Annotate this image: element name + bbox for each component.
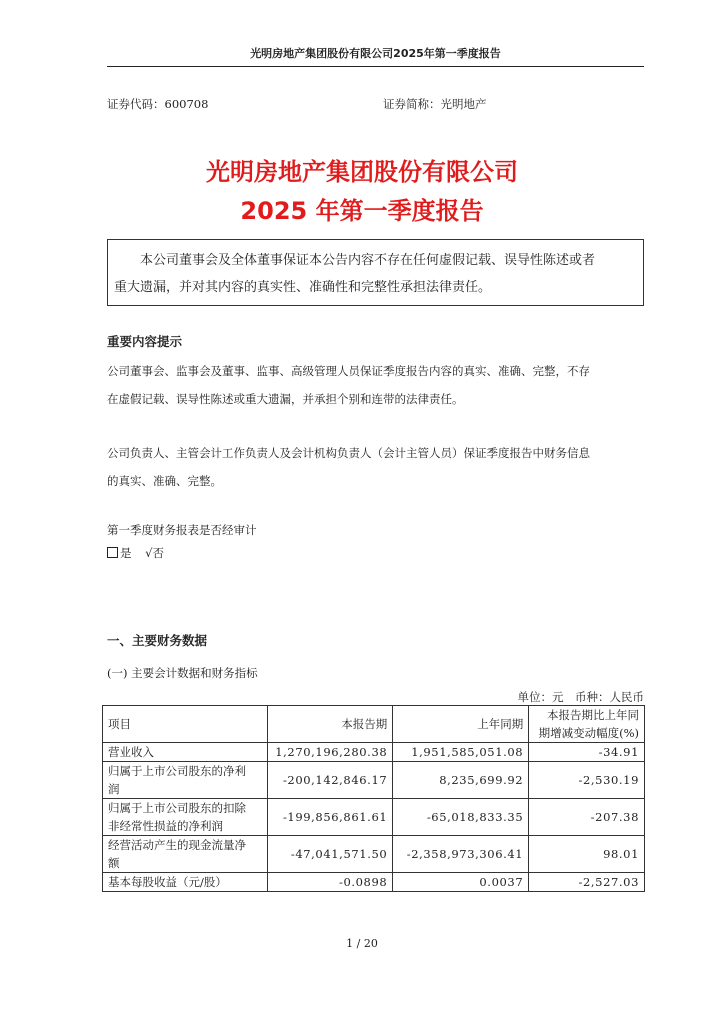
running-header: 光明房地产集团股份有限公司2025年第一季度报告 [250, 47, 501, 60]
header-prior-period: 上年同期 [393, 706, 529, 743]
stock-code: 证券代码：600708 [107, 97, 209, 111]
notice-para2-line1: 公司负责人、主管会计工作负责人及会计机构负责人（会计主管人员）保证季度报告中财务信息 [107, 446, 590, 460]
stock-abbreviation: 证券简称：光明地产 [383, 97, 487, 111]
checkbox-icon [107, 547, 118, 558]
row-prior: -65,018,833.35 [393, 799, 529, 836]
audit-question: 第一季度财务报表是否经审计 [107, 523, 257, 537]
table-header-row [103, 706, 645, 743]
row-item-label: 基本每股收益（元/股） [108, 875, 227, 889]
notice-paragraph-1 [107, 357, 647, 413]
row-prior: 0.0037 [393, 873, 529, 892]
row-current: -0.0898 [268, 873, 393, 892]
row-change: 98.01 [529, 836, 645, 873]
row-change: -34.91 [529, 743, 645, 762]
table-row [103, 836, 645, 873]
row-item [103, 743, 268, 762]
row-current: 1,270,196,280.38 [268, 743, 393, 762]
row-item-label: 经营活动产生的现金流量净 [108, 838, 246, 852]
audit-no-label: √否 [145, 546, 164, 560]
row-item-label: 营业收入 [108, 745, 154, 759]
section-1-heading: 一、主要财务数据 [107, 633, 208, 648]
notice-para2-line2: 的真实、准确、完整。 [107, 474, 222, 488]
header-change-line2: 期增减变动幅度(%) [538, 726, 639, 740]
unit-currency-note: 单位：元 币种：人民币 [517, 690, 644, 704]
header-change-pct [529, 706, 645, 743]
board-declaration-box [107, 239, 644, 306]
report-title: 2025 年第一季度报告 [240, 197, 484, 225]
audit-yes-label: 是 [120, 546, 132, 560]
row-item-label: 归属于上市公司股东的净利 [108, 764, 246, 778]
table-row [103, 762, 645, 799]
row-prior: -2,358,973,306.41 [393, 836, 529, 873]
row-item [103, 799, 268, 836]
row-current: -200,142,846.17 [268, 762, 393, 799]
row-prior: 8,235,699.92 [393, 762, 529, 799]
notice-para1-line1: 公司董事会、监事会及董事、监事、高级管理人员保证季度报告内容的真实、准确、完整，不存 [107, 364, 590, 378]
row-item [103, 762, 268, 799]
audit-options [107, 545, 164, 561]
row-change: -207.38 [529, 799, 645, 836]
row-change: -2,527.03 [529, 873, 645, 892]
row-item [103, 873, 268, 892]
table-row [103, 873, 645, 892]
row-prior: 1,951,585,051.08 [393, 743, 529, 762]
row-current: -47,041,571.50 [268, 836, 393, 873]
header-rule [107, 66, 644, 67]
declaration-line-2: 重大遗漏，并对其内容的真实性、准确性和完整性承担法律责任。 [114, 280, 492, 295]
table-row [103, 799, 645, 836]
row-item-label-cont: 额 [108, 856, 120, 870]
notice-paragraph-2 [107, 439, 647, 495]
header-change-line1: 本报告期比上年同 [547, 708, 639, 722]
row-change: -2,530.19 [529, 762, 645, 799]
notice-heading: 重要内容提示 [107, 334, 183, 349]
notice-para1-line2: 在虚假记载、误导性陈述或重大遗漏，并承担个别和连带的法律责任。 [107, 392, 464, 406]
section-1-subheading: (一) 主要会计数据和财务指标 [107, 666, 258, 680]
financial-data-table [102, 705, 645, 892]
row-current: -199,856,861.61 [268, 799, 393, 836]
row-item-label: 归属于上市公司股东的扣除 [108, 801, 246, 815]
header-item: 项目 [103, 706, 268, 743]
header-current-period: 本报告期 [268, 706, 393, 743]
table-row [103, 743, 645, 762]
row-item-label-cont: 润 [108, 782, 120, 796]
row-item-label-cont: 非经常性损益的净利润 [108, 819, 223, 833]
declaration-line-1: 本公司董事会及全体董事保证本公告内容不存在任何虚假记载、误导性陈述或者 [140, 253, 596, 268]
company-title: 光明房地产集团股份有限公司 [206, 158, 518, 186]
page-number: 1 / 20 [346, 937, 378, 950]
row-item [103, 836, 268, 873]
